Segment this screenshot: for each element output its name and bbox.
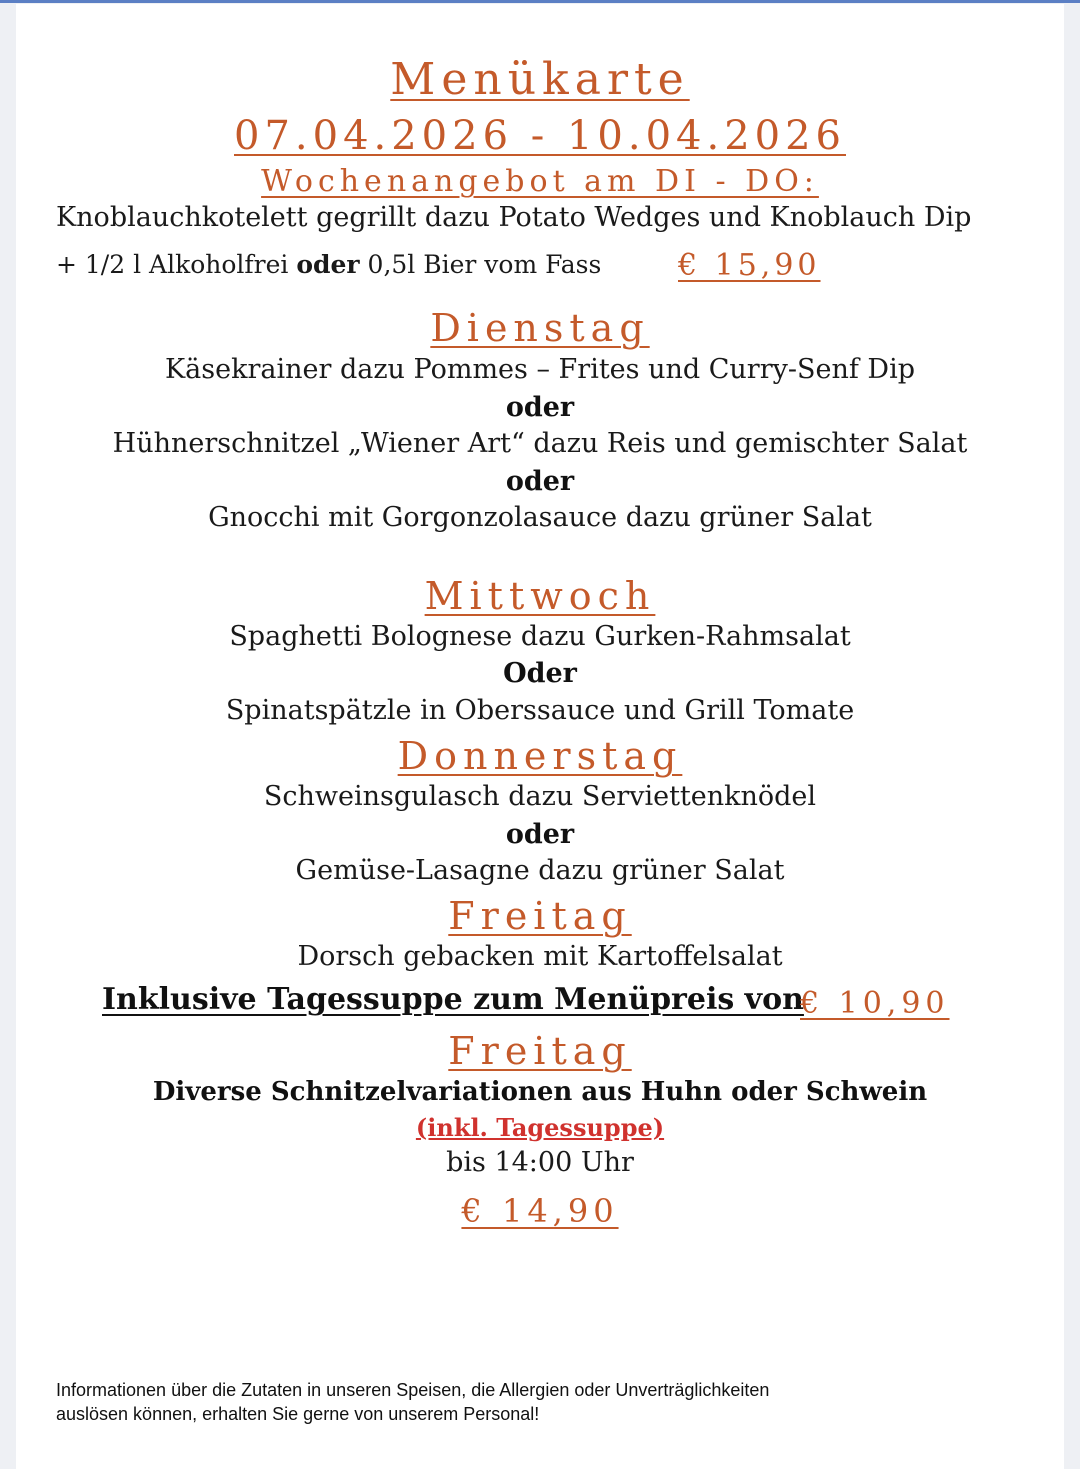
weekly-offer-heading: Wochenangebot am DI - DO:: [261, 164, 819, 199]
drink-prefix: + 1/2 l Alkoholfrei: [56, 250, 297, 279]
thursday-dish-2: Gemüse-Lasagne dazu grüner Salat: [295, 855, 785, 886]
thursday-dish-1: Schweinsgulasch dazu Serviettenknödel: [263, 781, 817, 812]
day-heading-friday: Freitag: [448, 894, 632, 938]
friday-special-price: € 14,90: [461, 1192, 619, 1230]
tuesday-or-2: oder: [505, 466, 575, 497]
weekly-offer-dish: Knoblauchkotelett gegrillt dazu Potato Wedges und Knoblauch Dip: [56, 202, 972, 233]
friday-special-note: (inkl. Tagessuppe): [415, 1113, 665, 1142]
wednesday-dish-2: Spinatspätzle in Oberssauce und Grill Tomate: [225, 695, 855, 726]
weekly-offer-drink: [56, 250, 601, 279]
weekly-offer-price: € 15,90: [678, 248, 821, 283]
drink-or: oder: [296, 250, 360, 279]
tuesday-dish-3: Gnocchi mit Gorgonzolasauce dazu grüner Salat: [208, 502, 872, 533]
friday-special-time: bis 14:00 Uhr: [446, 1147, 634, 1178]
tuesday-or-1: oder: [505, 392, 575, 423]
special-heading-friday: Freitag: [448, 1029, 632, 1073]
tuesday-dish-1: Käsekrainer dazu Pommes – Frites und Curry-Senf Dip: [164, 354, 915, 385]
thursday-or-1: oder: [505, 819, 575, 850]
top-accent-line: [0, 0, 1080, 3]
drink-suffix: 0,5l Bier vom Fass: [359, 250, 602, 279]
friday-dish-1: Dorsch gebacken mit Kartoffelsalat: [297, 941, 783, 972]
page-title: Menükarte: [390, 54, 690, 105]
date-range: 07.04.2026 - 10.04.2026: [234, 113, 846, 159]
day-heading-tuesday: Dienstag: [430, 306, 650, 350]
friday-special-dish: Diverse Schnitzelvariationen aus Huhn oder Schwein: [152, 1077, 928, 1107]
wednesday-or-1: Oder: [503, 658, 577, 689]
tuesday-dish-2: Hühnerschnitzel „Wiener Art“ dazu Reis und gemischter Salat: [112, 428, 968, 459]
day-heading-wednesday: Mittwoch: [424, 574, 656, 618]
menu-document: [16, 4, 1064, 1469]
menu-price-value: € 10,90: [800, 986, 950, 1021]
allergen-footer-note: Informationen über die Zutaten in unseren Speisen, die Allergien oder Unverträglichkeiten auslösen können, erhalten Sie gerne von unserem Personal!: [56, 1380, 770, 1424]
menu-price-text: Inklusive Tagessuppe zum Menüpreis von: [102, 982, 804, 1017]
wednesday-dish-1: Spaghetti Bolognese dazu Gurken-Rahmsalat: [229, 621, 851, 652]
day-heading-thursday: Donnerstag: [397, 734, 683, 778]
